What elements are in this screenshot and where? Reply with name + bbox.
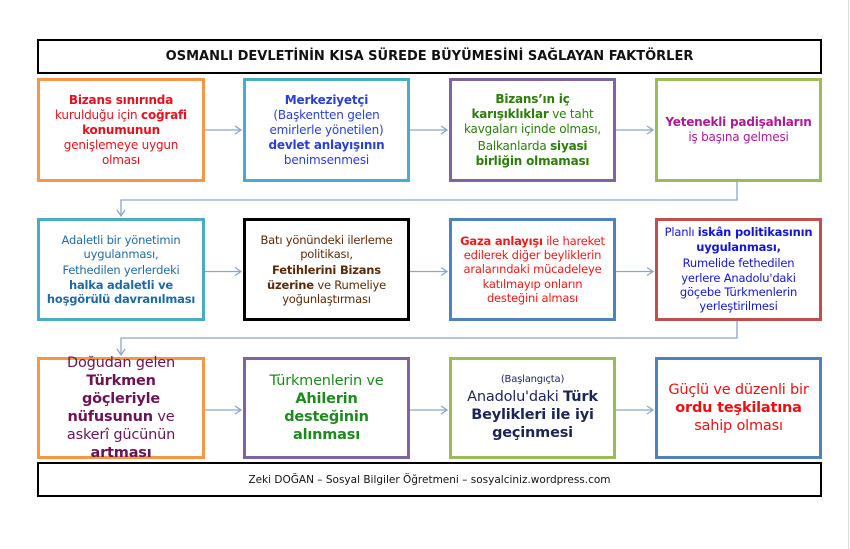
box-text: [458, 234, 607, 306]
text: ile hareket edilerek diğer beyliklerin aralarındaki mücadeleye katılmayıp onların desteğini alması: [463, 233, 605, 306]
bold-text: devlet anlayışının: [268, 137, 385, 152]
factor-box: [243, 218, 410, 321]
text: benimsenmesi: [283, 152, 370, 167]
factor-box: [243, 357, 410, 459]
bold-text: Bizans sınırında: [68, 92, 174, 107]
text: ve askerî gücünün: [66, 409, 176, 444]
box-text: [252, 263, 401, 306]
bold-text: Bizans’ın iç karışıklıklar: [471, 91, 570, 121]
factor-box: [449, 218, 616, 321]
text: ve Rumeliye yoğunlaştırması: [282, 277, 386, 307]
box-text: [458, 139, 607, 169]
box-text: [458, 388, 607, 442]
text: iş başına gelmesi: [688, 130, 789, 144]
factor-box: [655, 357, 822, 459]
factor-box: [449, 78, 616, 182]
bold-text: artması: [90, 445, 152, 462]
factor-box: [37, 218, 205, 321]
text: ve taht kavgaları içinde olması,: [464, 106, 601, 136]
bold-text: iskân politikasının uygulanması,: [696, 225, 813, 254]
bold-text: Türk Beylikleri ile iyi geçinmesi: [471, 389, 598, 442]
text: Anadolu'daki: [467, 389, 563, 406]
bold-text: Gaza anlayışı: [460, 233, 543, 248]
factor-box: [243, 78, 410, 182]
factor-box: [655, 78, 822, 182]
row-connector-line: [121, 181, 737, 216]
author-footer: Zeki DOĞAN – Sosyal Bilgiler Öğretmeni – sosyalciniz.wordpress.com: [37, 462, 822, 497]
bold-text: ordu teşkilatına: [675, 399, 802, 416]
diagram-title: OSMANLI DEVLETİNİN KISA SÜREDE BÜYÜMESİNİ SAĞLAYAN FAKTÖRLER: [37, 39, 822, 74]
box-text: [664, 225, 813, 254]
row-connector-line: [121, 320, 737, 355]
factor-box: [449, 357, 616, 459]
bold-text: Yetenekli padişahların: [665, 115, 812, 129]
text: Adaletli bir yönetimin uygulanması,: [61, 232, 181, 261]
text: genişlemeye uygun olması: [63, 137, 179, 167]
text: sahip olması: [694, 418, 783, 435]
text: Türkmenlerin ve: [269, 372, 384, 389]
bold-text: siyasi birliğin olmaması: [475, 138, 590, 168]
bold-text: Fetihlerini Bizans üzerine: [267, 263, 381, 292]
box-text: [252, 93, 401, 168]
box-text: [46, 93, 196, 168]
bold-text: coğrafi konumunun: [82, 107, 187, 137]
text: Fethedilen yerlerdeki: [62, 263, 180, 278]
text: Güçlü ve düzenli bir: [668, 381, 809, 398]
box-text: [252, 372, 401, 445]
bold-text: Türkmen göçleriyle nüfusunun: [67, 372, 161, 425]
bold-text: Merkeziyetçi: [284, 92, 369, 107]
bold-text: Ahilerin desteğinin alınması: [284, 390, 369, 444]
bold-text: halka adaletli ve hoşgörülü davranılması: [46, 277, 196, 307]
box-text: [46, 233, 196, 262]
text: Balkanlarda: [477, 138, 551, 153]
box-text: [252, 233, 401, 262]
factor-box: [37, 78, 205, 182]
box-text: [46, 263, 196, 306]
text: Rumelide fethedilen yerlere Anadolu'daki göçebe Türkmenlerin yerleştirilmesi: [679, 256, 798, 314]
box-text: [664, 256, 813, 314]
box-text: [664, 115, 813, 145]
box-text: [664, 381, 813, 435]
factor-box: [655, 218, 822, 321]
text: kurulduğu için: [55, 107, 142, 122]
text: Batı yönündeki ilerleme politikası,: [260, 232, 393, 261]
text: Planlı: [664, 225, 698, 240]
text: (Başkentten gelen emirlerle yönetilen): [269, 107, 384, 137]
box-note: (Başlangıçta): [500, 373, 565, 385]
box-text: [46, 354, 196, 463]
box-text: [458, 92, 607, 137]
factor-box: [37, 354, 205, 462]
text: Doğudan gelen: [67, 354, 175, 371]
